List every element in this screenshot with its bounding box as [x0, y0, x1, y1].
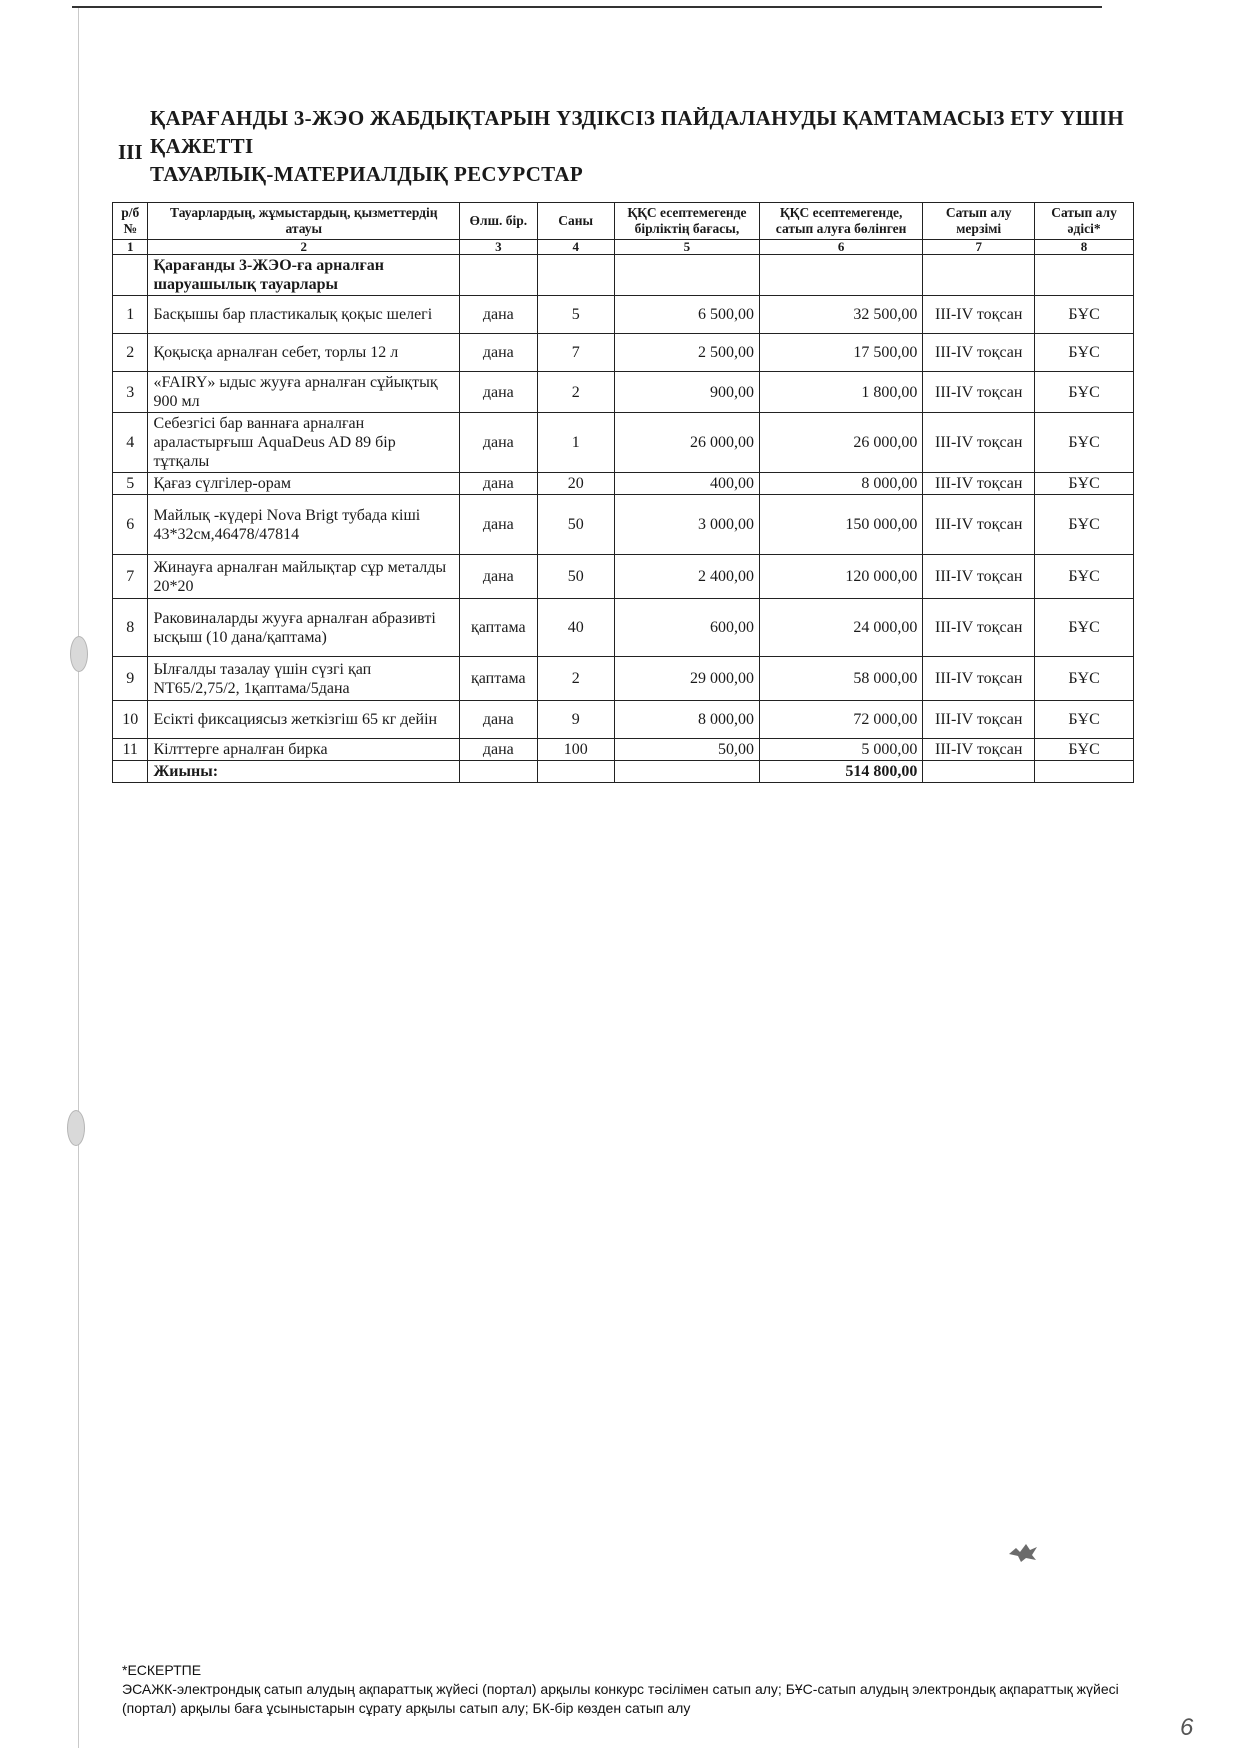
col-header-allocated-sum: ҚҚС есептемегенде, сатып алуға бөлінген	[759, 203, 922, 240]
col-number: 7	[923, 240, 1035, 255]
item-quantity: 2	[537, 372, 614, 413]
item-method: БҰС	[1035, 657, 1134, 701]
item-quantity: 9	[537, 701, 614, 739]
item-sum: 32 500,00	[759, 296, 922, 334]
item-method: БҰС	[1035, 555, 1134, 599]
col-header-unit: Өлш. бір.	[460, 203, 537, 240]
item-quantity: 100	[537, 739, 614, 761]
item-period: III-IV тоқсан	[923, 555, 1035, 599]
col-number: 3	[460, 240, 537, 255]
item-unit: дана	[460, 555, 537, 599]
item-period: III-IV тоқсан	[923, 599, 1035, 657]
col-number: 4	[537, 240, 614, 255]
page-number: 6	[1180, 1714, 1194, 1741]
column-number-row	[113, 240, 1134, 255]
item-name: «FAIRY» ыдыс жууға арналған сұйықтық 900 мл	[148, 372, 460, 413]
item-unit-price: 8 000,00	[614, 701, 759, 739]
item-sum: 26 000,00	[759, 413, 922, 473]
item-method: БҰС	[1035, 495, 1134, 555]
item-name: Есікті фиксациясыз жеткізгіш 65 кг дейін	[148, 701, 460, 739]
item-unit: дана	[460, 372, 537, 413]
item-unit-price: 26 000,00	[614, 413, 759, 473]
punch-hole	[67, 1110, 85, 1146]
row-number: 4	[113, 413, 148, 473]
table-row	[113, 372, 1134, 413]
item-unit: дана	[460, 495, 537, 555]
item-sum: 8 000,00	[759, 473, 922, 495]
table-row	[113, 495, 1134, 555]
row-number: 3	[113, 372, 148, 413]
table-row	[113, 334, 1134, 372]
table-row	[113, 555, 1134, 599]
item-quantity: 50	[537, 495, 614, 555]
item-unit: дана	[460, 296, 537, 334]
col-number: 5	[614, 240, 759, 255]
table-row	[113, 657, 1134, 701]
row-number: 10	[113, 701, 148, 739]
table-row	[113, 413, 1134, 473]
item-sum: 5 000,00	[759, 739, 922, 761]
table-row	[113, 599, 1134, 657]
row-number: 6	[113, 495, 148, 555]
item-method: БҰС	[1035, 413, 1134, 473]
item-sum: 72 000,00	[759, 701, 922, 739]
item-period: III-IV тоқсан	[923, 701, 1035, 739]
item-period: III-IV тоқсан	[923, 739, 1035, 761]
item-unit-price: 50,00	[614, 739, 759, 761]
total-label: Жиыны:	[148, 761, 460, 783]
item-period: III-IV тоқсан	[923, 334, 1035, 372]
table-row	[113, 473, 1134, 495]
item-method: БҰС	[1035, 701, 1134, 739]
item-method: БҰС	[1035, 296, 1134, 334]
item-name: Қағаз сүлгілер-орам	[148, 473, 460, 495]
item-sum: 24 000,00	[759, 599, 922, 657]
item-name: Кілттерге арналған бирка	[148, 739, 460, 761]
item-quantity: 50	[537, 555, 614, 599]
item-quantity: 2	[537, 657, 614, 701]
item-unit-price: 600,00	[614, 599, 759, 657]
binding-margin-line	[78, 8, 79, 1748]
item-unit-price: 29 000,00	[614, 657, 759, 701]
title-line-3: ТАУАРЛЫҚ-МАТЕРИАЛДЫҚ РЕСУРСТАР	[150, 162, 584, 186]
footnote-title: *ЕСКЕРТПЕ	[122, 1662, 202, 1678]
item-quantity: 20	[537, 473, 614, 495]
item-period: III-IV тоқсан	[923, 372, 1035, 413]
item-method: БҰС	[1035, 473, 1134, 495]
item-name: Жинауға арналған майлықтар сұр металды 20*20	[148, 555, 460, 599]
item-name: Ылғалды тазалау үшін сүзгі қап NT65/2,75/2, 1қаптама/5дана	[148, 657, 460, 701]
total-row	[113, 761, 1134, 783]
item-unit: дана	[460, 701, 537, 739]
row-number: 7	[113, 555, 148, 599]
table-row	[113, 701, 1134, 739]
table-row	[113, 296, 1134, 334]
item-sum: 120 000,00	[759, 555, 922, 599]
resources-table	[112, 202, 1134, 783]
ink-mark	[1006, 1540, 1040, 1564]
document-title	[150, 104, 1125, 188]
item-unit: қаптама	[460, 657, 537, 701]
table-header-row	[113, 203, 1134, 240]
item-method: БҰС	[1035, 739, 1134, 761]
item-sum: 17 500,00	[759, 334, 922, 372]
item-name: Қоқысқа арналған себет, торлы 12 л	[148, 334, 460, 372]
item-method: БҰС	[1035, 372, 1134, 413]
item-name: Раковиналарды жууға арналған абразивті ысқыш (10 дана/қаптама)	[148, 599, 460, 657]
item-unit-price: 3 000,00	[614, 495, 759, 555]
item-method: БҰС	[1035, 599, 1134, 657]
item-quantity: 5	[537, 296, 614, 334]
col-header-method: Сатып алу әдісі*	[1035, 203, 1134, 240]
col-header-period: Сатып алу мерзімі	[923, 203, 1035, 240]
item-name: Майлық -күдері Nova Brigt тубада кіші 43*32см,46478/47814	[148, 495, 460, 555]
row-number: 9	[113, 657, 148, 701]
item-name: Себезгісі бар ваннаға арналған араластырғыш AquaDeus AD 89 бір тұтқалы	[148, 413, 460, 473]
col-number: 2	[148, 240, 460, 255]
row-number: 8	[113, 599, 148, 657]
footnote	[122, 1661, 1142, 1718]
item-period: III-IV тоқсан	[923, 413, 1035, 473]
col-header-quantity: Саны	[537, 203, 614, 240]
row-number: 5	[113, 473, 148, 495]
item-quantity: 7	[537, 334, 614, 372]
page-top-rule	[72, 6, 1102, 8]
col-number: 6	[759, 240, 922, 255]
item-period: III-IV тоқсан	[923, 473, 1035, 495]
item-unit-price: 900,00	[614, 372, 759, 413]
section-number: III	[118, 140, 143, 164]
item-quantity: 1	[537, 413, 614, 473]
footnote-text: ЭСАЖК-электрондық сатып алудың ақпараттық жүйесі (портал) арқылы конкурс тәсілімен сатып алу; БҰС-сатып алудың электрондық ақпараттық жүйесі (портал) арқылы баға ұсыныстарын сұрату арқылы сатып алу; БК-бір көзден сатып алу	[122, 1681, 1119, 1716]
item-period: III-IV тоқсан	[923, 296, 1035, 334]
row-number: 2	[113, 334, 148, 372]
item-unit: дана	[460, 473, 537, 495]
title-line-1: ҚАРАҒАНДЫ 3-ЖЭО ЖАБДЫҚТАРЫН ҮЗДІКСІЗ ПАЙДАЛАНУДЫ ҚАМТАМАСЫЗ ЕТУ ҮШІН	[150, 106, 1125, 130]
item-sum: 58 000,00	[759, 657, 922, 701]
col-header-number: р/б №	[113, 203, 148, 240]
item-unit-price: 2 400,00	[614, 555, 759, 599]
item-quantity: 40	[537, 599, 614, 657]
item-sum: 150 000,00	[759, 495, 922, 555]
col-number: 1	[113, 240, 148, 255]
item-sum: 1 800,00	[759, 372, 922, 413]
row-number: 11	[113, 739, 148, 761]
row-number: 1	[113, 296, 148, 334]
item-unit: дана	[460, 739, 537, 761]
item-unit-price: 400,00	[614, 473, 759, 495]
col-header-name: Тауарлардың, жұмыстардың, қызметтердің атауы	[148, 203, 460, 240]
item-unit-price: 6 500,00	[614, 296, 759, 334]
punch-hole	[70, 636, 88, 672]
item-unit: қаптама	[460, 599, 537, 657]
item-period: III-IV тоқсан	[923, 495, 1035, 555]
group-row	[113, 255, 1134, 296]
col-number: 8	[1035, 240, 1134, 255]
item-unit: дана	[460, 334, 537, 372]
total-value: 514 800,00	[759, 761, 922, 783]
item-method: БҰС	[1035, 334, 1134, 372]
col-header-unit-price: ҚҚС есептемегенде бірліктің бағасы,	[614, 203, 759, 240]
title-line-2: ҚАЖЕТТІ	[150, 134, 254, 158]
table-row	[113, 739, 1134, 761]
item-unit: дана	[460, 413, 537, 473]
item-unit-price: 2 500,00	[614, 334, 759, 372]
item-name: Басқышы бар пластикалық қоқыс шелегі	[148, 296, 460, 334]
group-label: Қарағанды 3-ЖЭО-ға арналған шаруашылық тауарлары	[148, 255, 460, 296]
item-period: III-IV тоқсан	[923, 657, 1035, 701]
